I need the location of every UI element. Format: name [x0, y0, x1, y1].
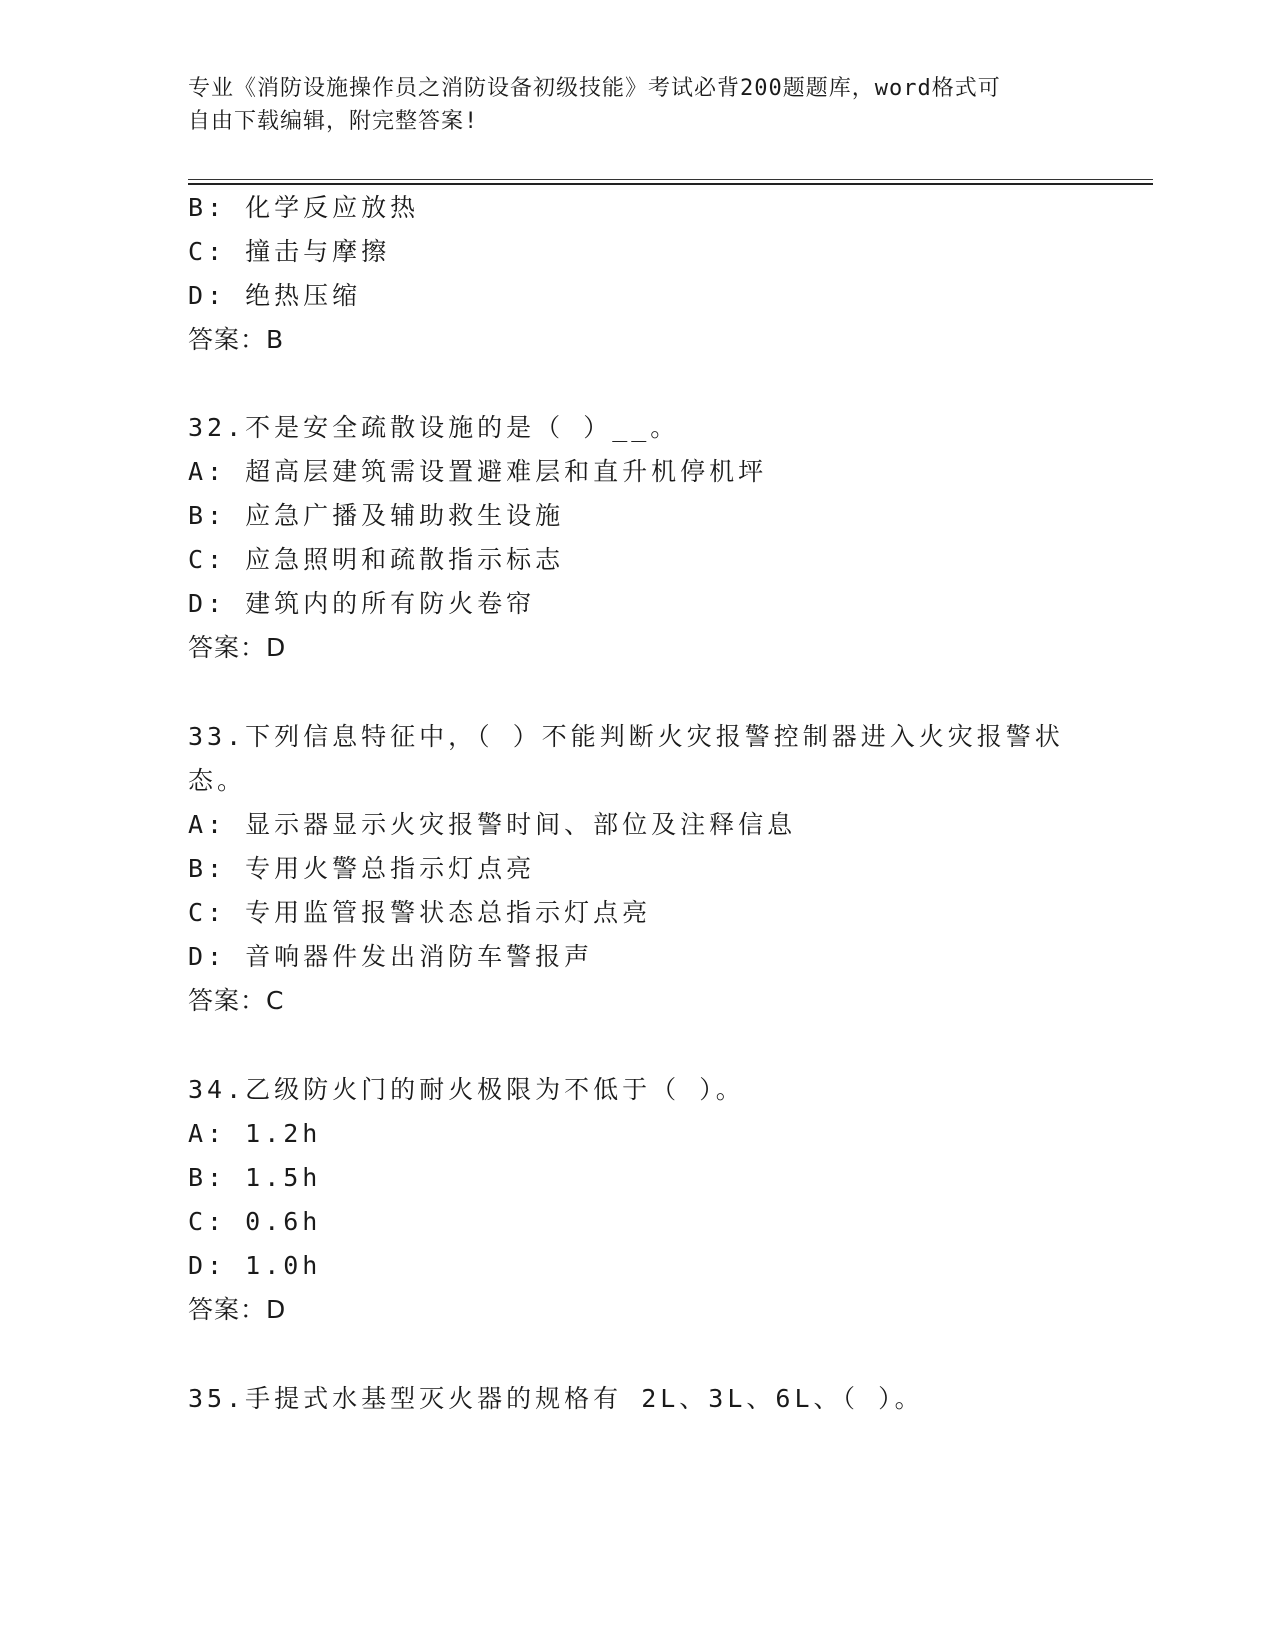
option-c: C: 专用监管报警状态总指示灯点亮 — [188, 898, 652, 927]
option-c: C: 撞击与摩擦 — [188, 237, 391, 266]
option-d: D: 绝热压缩 — [188, 281, 362, 310]
option-b: B: 应急广播及辅助救生设施 — [188, 501, 565, 530]
answer-label: 答案：D — [188, 1295, 287, 1324]
header-divider-thick — [188, 183, 1153, 185]
question-stem: 33.下列信息特征中，（ ）不能判断火灾报警控制器进入火灾报警状 — [188, 722, 1064, 751]
option-d: D: 1.0h — [188, 1251, 322, 1280]
header-divider-thin — [188, 179, 1153, 180]
answer-label: 答案：C — [188, 986, 285, 1015]
document-header — [188, 72, 1088, 138]
option-d: D: 建筑内的所有防火卷帘 — [188, 589, 536, 618]
question-stem-continued: 态。 — [188, 766, 247, 795]
option-a: A: 1.2h — [188, 1119, 322, 1148]
option-b: B: 1.5h — [188, 1163, 322, 1192]
question-stem: 32.不是安全疏散设施的是（ ）__。 — [188, 413, 680, 442]
header-title-line-1: 专业《消防设施操作员之消防设备初级技能》考试必背200题题库，word格式可 — [188, 76, 1001, 101]
option-a: A: 超高层建筑需设置避难层和直升机停机坪 — [188, 457, 768, 486]
option-c: C: 0.6h — [188, 1207, 322, 1236]
option-b: B: 专用火警总指示灯点亮 — [188, 854, 536, 883]
header-title-line-2: 自由下载编辑，附完整答案! — [188, 109, 479, 134]
option-c: C: 应急照明和疏散指示标志 — [188, 545, 565, 574]
question-stem: 34.乙级防火门的耐火极限为不低于（ ）。 — [188, 1075, 745, 1104]
question-stem: 35.手提式水基型灭火器的规格有 2L、3L、6L、（ ）。 — [188, 1384, 924, 1413]
option-a: A: 显示器显示火灾报警时间、部位及注释信息 — [188, 810, 797, 839]
answer-label: 答案：B — [188, 325, 285, 354]
option-b: B: 化学反应放热 — [188, 193, 420, 222]
answer-label: 答案：D — [188, 633, 287, 662]
option-d: D: 音响器件发出消防车警报声 — [188, 942, 594, 971]
